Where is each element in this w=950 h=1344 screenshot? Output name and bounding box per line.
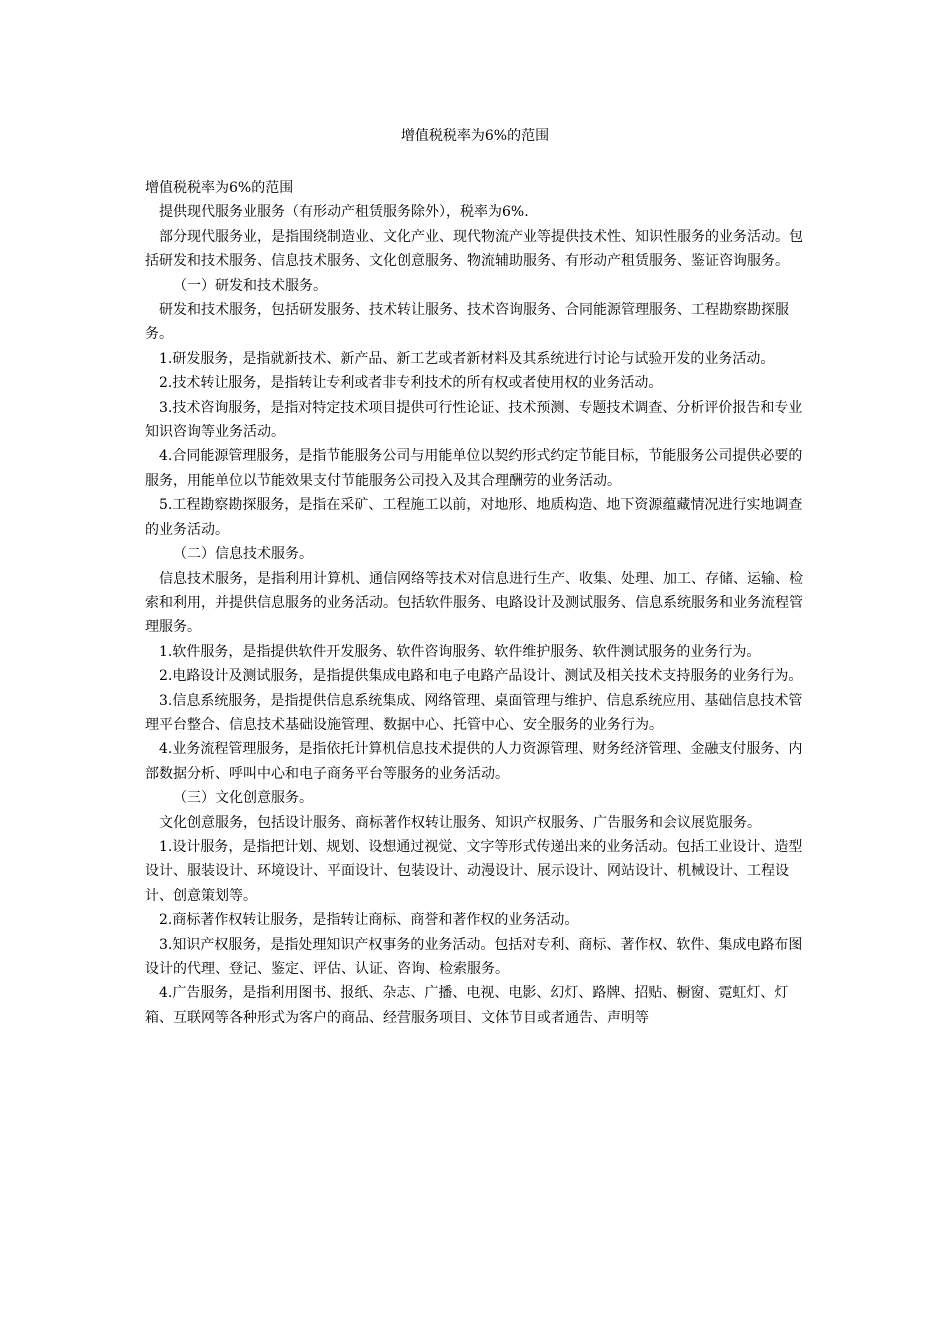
paragraph: 4.业务流程管理服务，是指依托计算机信息技术提供的人力资源管理、财务经济管理、金融支付服务、内部数据分析、呼叫中心和电子商务平台等服务的业务活动。 xyxy=(145,741,803,782)
document-body xyxy=(145,176,805,1030)
paragraph: 文化创意服务，包括设计服务、商标著作权转让服务、知识产权服务、广告服务和会议展览服务。 xyxy=(159,814,761,831)
document-title: 增值税税率为6%的范围 xyxy=(400,128,550,144)
paragraph: 研发和技术服务，包括研发服务、技术转让服务、技术咨询服务、合同能源管理服务、工程勘察勘探服务。 xyxy=(145,302,789,343)
paragraph: 2.技术转让服务，是指转让专利或者非专利技术的所有权或者使用权的业务活动。 xyxy=(159,375,663,392)
paragraph: 1.研发服务，是指就新技术、新产品、新工艺或者新材料及其系统进行讨论与试验开发的业务活动。 xyxy=(159,350,775,367)
paragraph: 3.技术咨询服务，是指对特定技术项目提供可行性论证、技术预测、专题技术调查、分析评价报告和专业知识咨询等业务活动。 xyxy=(145,399,803,441)
paragraph: （三）文化创意服务。 xyxy=(173,790,313,807)
paragraph: 3.知识产权服务，是指处理知识产权事务的业务活动。包括对专利、商标、著作权、软件、集成电路布图设计的代理、登记、鉴定、评估、认证、咨询、检索服务。 xyxy=(145,936,803,977)
paragraph: 信息技术服务，是指利用计算机、通信网络等技术对信息进行生产、收集、处理、加工、存储、运输、检索和利用，并提供信息服务的业务活动。包括软件服务、电路设计及测试服务、信息系统服务和业务流程管理服务。 xyxy=(145,570,803,636)
paragraph: 提供现代服务业服务（有形动产租赁服务除外），税率为6%. xyxy=(159,204,529,221)
paragraph: （二）信息技术服务。 xyxy=(173,546,313,563)
paragraph: 1.设计服务，是指把计划、规划、设想通过视觉、文字等形式传递出来的业务活动。包括工业设计、造型设计、服装设计、环境设计、平面设计、包装设计、动漫设计、展示设计、网站设计、机械设计、工程设计、创意策划等。 xyxy=(145,838,803,904)
paragraph: 5.工程勘察勘探服务，是指在采矿、工程施工以前，对地形、地质构造、地下资源蕴藏情况进行实地调查的业务活动。 xyxy=(145,497,803,538)
paragraph: 2.电路设计及测试服务，是指提供集成电路和电子电路产品设计、测试及相关技术支持服务的业务行为。 xyxy=(159,668,803,685)
paragraph: 部分现代服务业，是指围绕制造业、文化产业、现代物流产业等提供技术性、知识性服务的业务活动。包括研发和技术服务、信息技术服务、文化创意服务、物流辅助服务、有形动产租赁服务、鉴证咨询服务。 xyxy=(145,228,803,270)
paragraph: 1.软件服务，是指提供软件开发服务、软件咨询服务、软件维护服务、软件测试服务的业务行为。 xyxy=(159,643,761,660)
paragraph: 4.合同能源管理服务，是指节能服务公司与用能单位以契约形式约定节能目标，节能服务公司提供必要的服务，用能单位以节能效果支付节能服务公司投入及其合理酬劳的业务活动。 xyxy=(145,448,803,489)
paragraph: 3.信息系统服务，是指提供信息系统集成、网络管理、桌面管理与维护、信息系统应用、基础信息技术管理平台整合、信息技术基础设施管理、数据中心、托管中心、安全服务的业务行为。 xyxy=(145,692,803,733)
paragraph: 增值税税率为6%的范围 xyxy=(145,180,294,196)
paragraph: （一）研发和技术服务。 xyxy=(173,277,327,294)
paragraph: 4.广告服务，是指利用图书、报纸、杂志、广播、电视、电影、幻灯、路牌、招贴、橱窗、霓虹灯、灯箱、互联网等各种形式为客户的商品、经营服务项目、文体节目或者通告、声明等 xyxy=(145,985,789,1026)
paragraph: 2.商标著作权转让服务，是指转让商标、商誉和著作权的业务活动。 xyxy=(159,912,579,929)
